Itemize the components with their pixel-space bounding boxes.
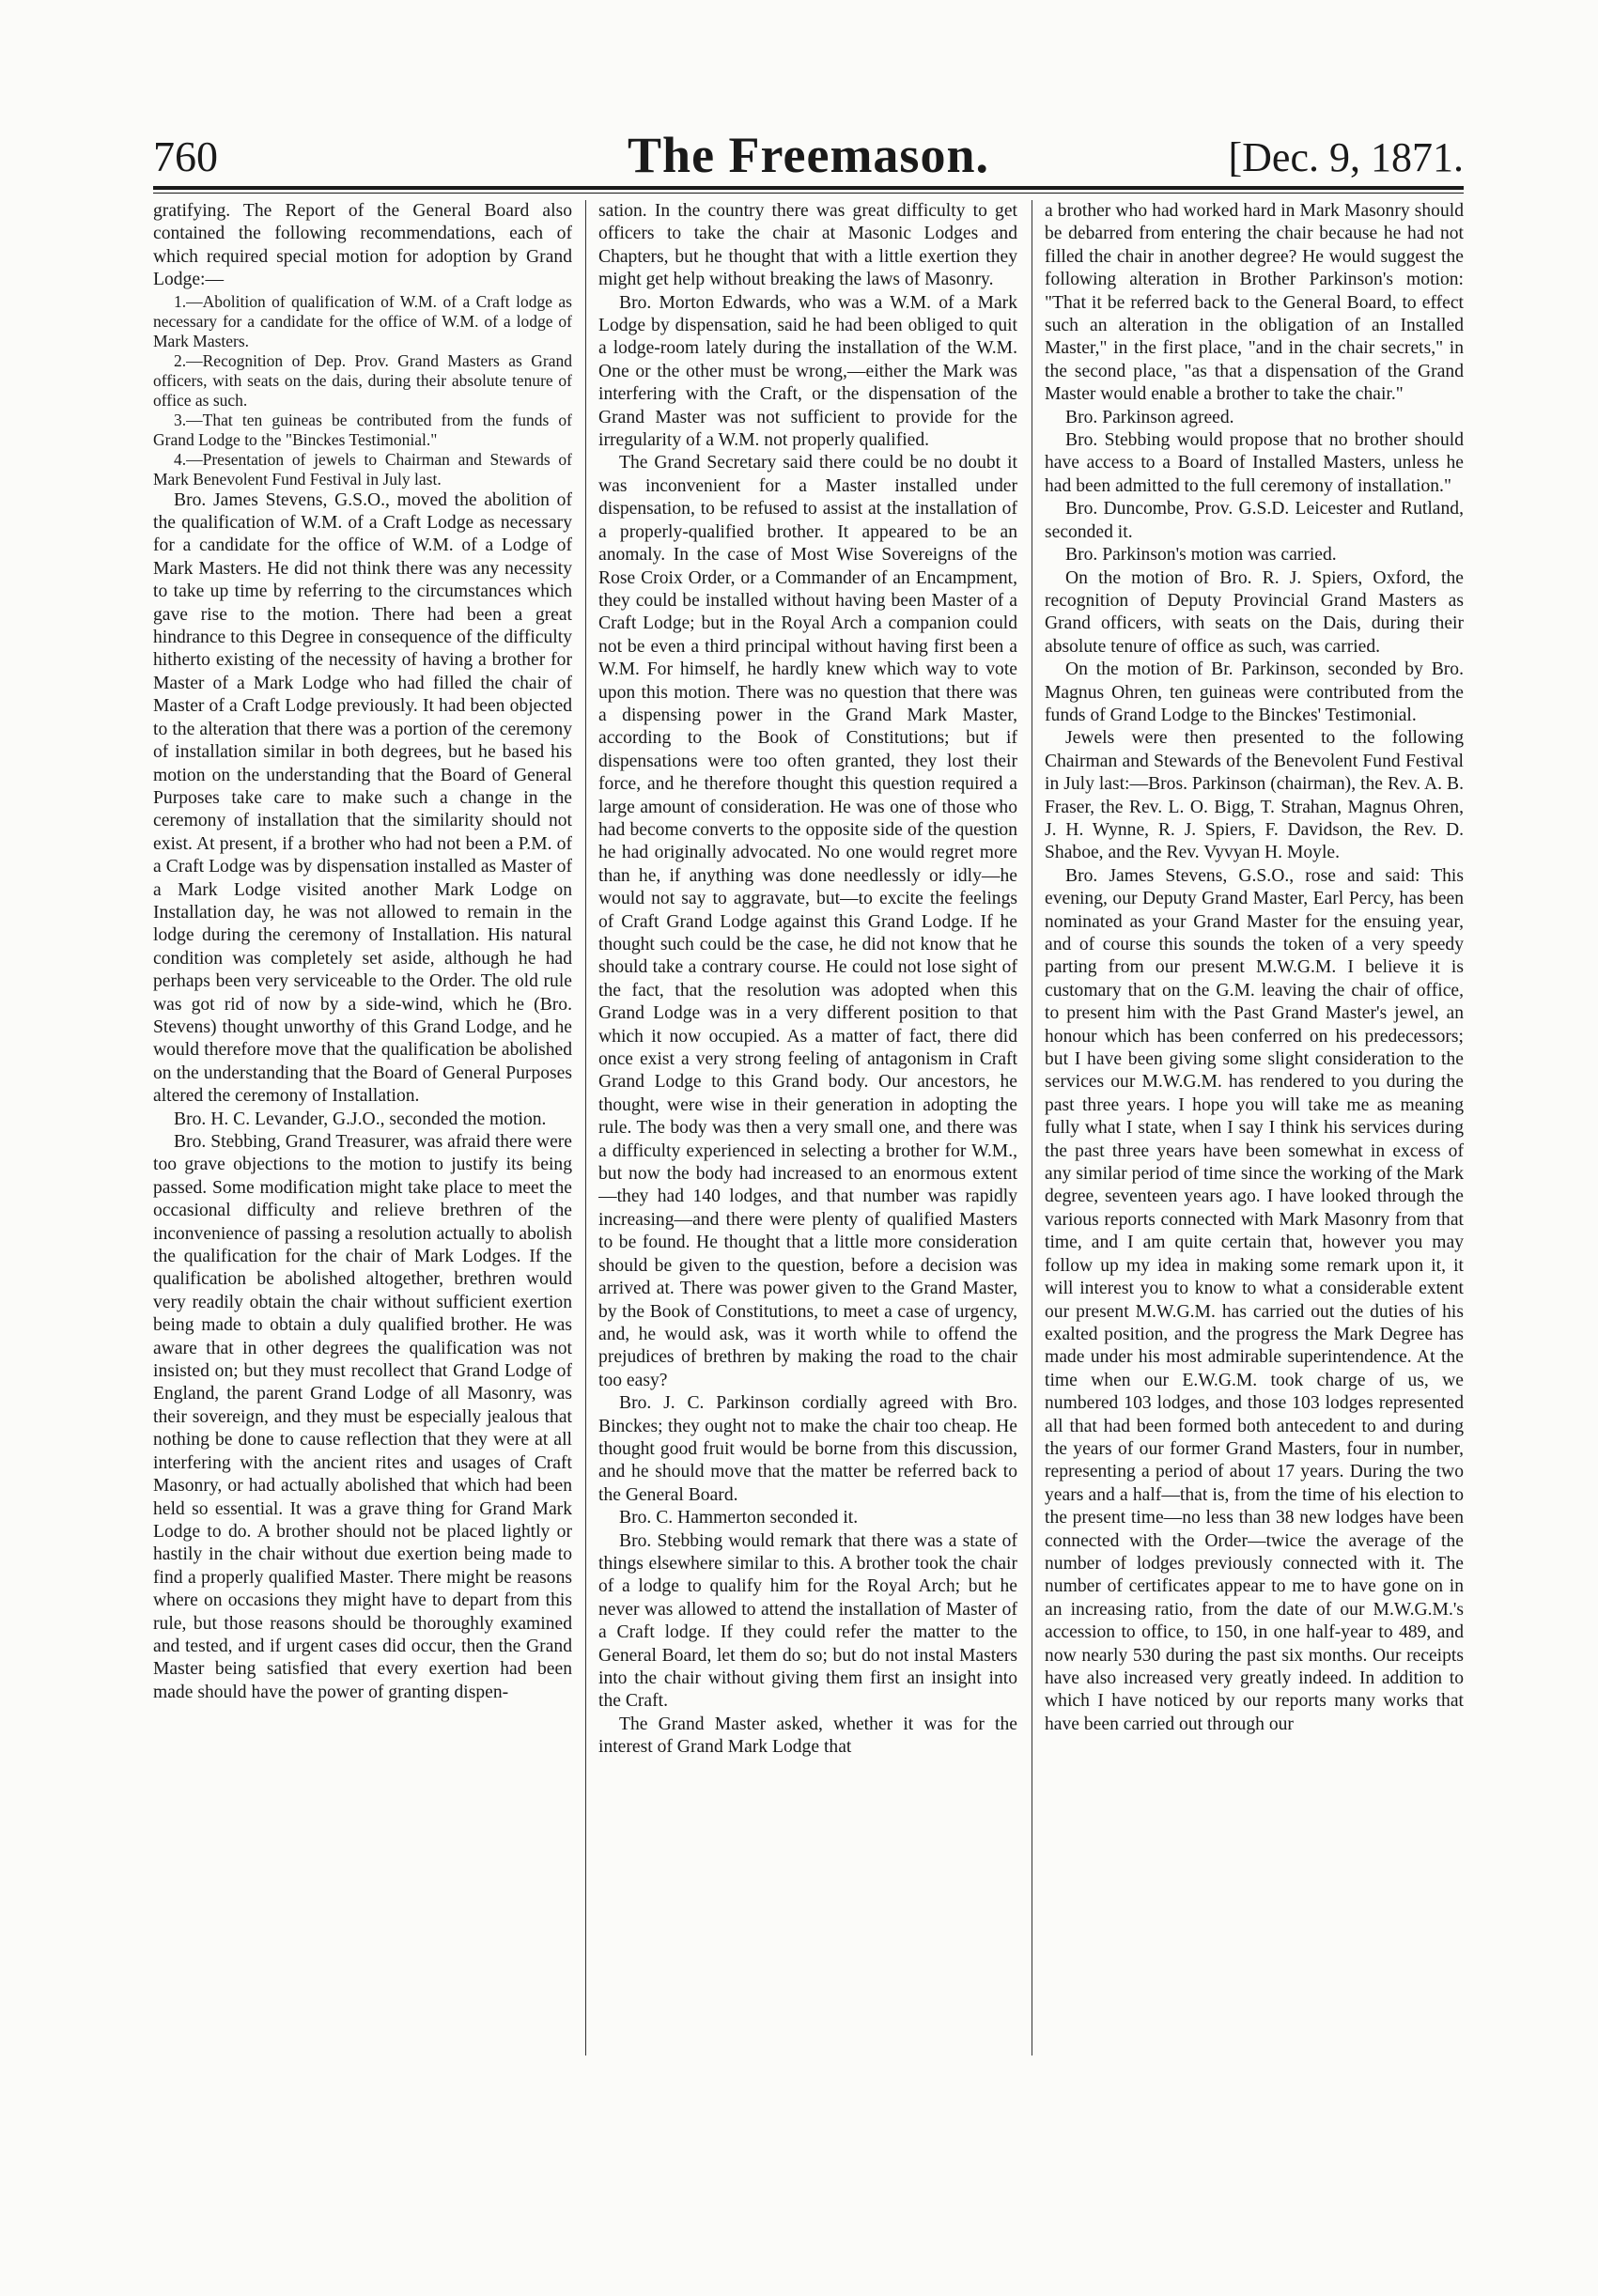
paragraph: Bro. Morton Edwards, who was a W.M. of a Mark Lodge by dispensation, said he had been obliged to quit a lodge-room lately during the installation of the W.M. One or the other must be wrong,—either the Mark was interfering with the Craft, or the dispensation of the Grand Master was not sufficient to provide for the irregularity of a W.M. not properly qualified.: [598, 292, 1017, 451]
paragraph: On the motion of Br. Parkinson, seconded by Bro. Magnus Ohren, ten guineas were contributed from the funds of Grand Lodge to the Binckes' Testimonial.: [1045, 659, 1464, 725]
paragraph: On the motion of Bro. R. J. Spiers, Oxford, the recognition of Deputy Provincial Grand Masters as Grand officers, with seats on the Dais, during their absolute tenure of office as such, was carried.: [1045, 567, 1464, 657]
paragraph: Bro. Stebbing, Grand Treasurer, was afraid there were too grave objections to the motion to justify its being passed. Some modification might take place to meet the occasional difficulty and relieve brethren of the inconvenience of passing a resolution actually to abolish the qualification for the chair of Mark Lodges. If the qualification be abolished altogether, brethren would very readily obtain the chair without sufficient exertion being made to obtain a duly qualified brother. He was aware that in other degrees the qualification was not insisted on; but they must recollect that Grand Lodge of England, the parent Grand Lodge of all Masonry, was their sovereign, and they must be especially jealous that nothing be done to cause reflection that they were at all interfering with the ancient rites and usages of Craft Masonry, or had actually abolished that which had been held so essential. It was a grave thing for Grand Mark Lodge to do. A brother should not be placed lightly or hastily in the chair without due exertion being made to find a properly qualified Master. There might be reasons where on occasions they might have to depart from this rule, but those reasons should be thoroughly examined and tested, and if urgent cases did occur, then the Grand Master being satisfied that every exertion had been made should have the power of granting dispen-: [153, 1132, 572, 1702]
paragraph: Jewels were then presented to the following Chairman and Stewards of the Benevolent Fund Festival in July last:—Bros. Parkinson (chairman), the Rev. A. B. Fraser, the Rev. L. O. Bigg, T. Strahan, Magnus Ohren, J. H. Wynne, R. J. Spiers, F. Davidson, the Rev. D. Shaboe, and the Rev. Vyvyan H. Moyle.: [1045, 728, 1464, 863]
paragraph: The Grand Master asked, whether it was for the interest of Grand Mark Lodge that: [598, 1714, 1017, 1758]
paragraph: Bro. J. C. Parkinson cordially agreed with Bro. Binckes; they ought not to make the chair too cheap. He thought good fruit would be borne from this discussion, and he should move that the matter be referred back to the General Board.: [598, 1393, 1017, 1505]
recommendation-item: 1.—Abolition of qualification of W.M. of a Craft lodge as necessary for a candidate for the office of W.M. of a lodge of Mark Masters.: [153, 291, 572, 350]
paragraph: a brother who had worked hard in Mark Masonry should be debarred from entering the chair because he had not filled the chair in another degree? He would suggest the following alteration in Brother Parkinson's motion: "That it be referred back to the General Board, to effect such an alteration in the obligation of an Installed Master," in the first place, "and in the chair secrets," in the second place, "as that a dispensation of the Grand Master would enable a brother to take the chair.": [1045, 201, 1464, 405]
header-rule-thin: [153, 193, 1464, 194]
recommendation-item: 3.—That ten guineas be contributed from the funds of Grand Lodge to the "Binckes Testimonial.": [153, 410, 572, 449]
issue-date: [Dec. 9, 1871.: [1228, 134, 1464, 180]
paragraph: The Grand Secretary said there could be no doubt it was inconvenient for a Master installed under dispensation, to be refused to assist at the installation of a properly-qualified brother. It appeared to be an anomaly. In the case of Most Wise Sovereigns of the Rose Croix Order, or a Commander of an Encampment, they could be installed without having been Master of a Craft Lodge; but in the Royal Arch a companion could not be even a third principal without having first been a W.M. For himself, he hardly knew which way to vote upon this motion. There was no question that there was a dispensing power in the Grand Mark Master, according to the Book of Constitutions; but if dispensations were too often granted, they lost their force, and he therefore thought this question required a large amount of consideration. He was one of those who had become converts to the opposite side of the question he had originally advocated. No one would regret more than he, if anything was done needlessly or idly—he would not say to aggravate, but—to excite the feelings of Craft Grand Lodge against this Grand Lodge. If he thought such could be the case, he did not know that he should take a contrary course. He could not lose sight of the fact, that the resolution was adopted when this Grand Lodge was in a very different position to that which it now occupied. As a matter of fact, there did once exist a very strong feeling of antagonism in Craft Grand Lodge to this Grand body. Our ancestors, he thought, were wise in their generation in adopting the rule. The body was then a very small one, and there was a difficulty experienced in selecting a brother for W.M., but now the body had increased to an enormous extent—they had 140 lodges, and that number was rapidly increasing—and there were plenty of qualified Masters to be found. He thought that a little more consideration should be given to the question, before a decision was arrived at. There was power given to the Grand Master, by the Book of Constitutions, to meet a case of urgency, and, he would ask, was it worth while to offend the prejudices of brethren by making the road to the chair too easy?: [598, 453, 1017, 1390]
paragraph: sation. In the country there was great difficulty to get officers to take the chair at Masonic Lodges and Chapters, but he thought that with a little exertion they might get help without breaking the laws of Masonry.: [598, 201, 1017, 290]
column-3: [1045, 200, 1464, 2098]
paragraph: Bro. Parkinson's motion was carried.: [1065, 545, 1337, 566]
header-rule-thick: [153, 186, 1464, 190]
column-1: [153, 200, 572, 2098]
paragraph: Bro. Stebbing would remark that there was a state of things elsewhere similar to this. A brother took the chair of a lodge to qualify him for the Royal Arch; but he never was allowed to attend the installation of Master of a Craft lodge. If they could refer the matter to the General Board, let them do so; but do not instal Masters into the chair without giving them first an insight into the Craft.: [598, 1530, 1017, 1712]
paragraph: Bro. James Stevens, G.S.O., moved the abolition of the qualification of W.M. of a Craft Lodge as necessary for a candidate for the office of W.M. of a Lodge of Mark Masters. He did not think there was any necessity to take up time by referring to the circumstances which gave rise to the motion. There had been a great hindrance to this Degree in consequence of the difficulty hitherto existing of the necessity of having a brother for Master of a Mark Lodge who had filled the chair of Master of a Craft Lodge previously. It had been objected to the alteration that there was a portion of the ceremony of installation similar in both degrees, but he based his motion on the understanding that the Board of General Purposes take care to make such a change in the ceremony of installation that the similarity should not exist. At present, if a brother who had not been a P.M. of a Craft Lodge was by dispensation installed as Master of a Mark Lodge visited another Mark Lodge on Installation day, he was not allowed to remain in the lodge during the ceremony of Installation. His natural condition was completely set aside, although he had perhaps been very serviceable to the Order. The old rule was got rid of now by a side-wind, which he (Bro. Stevens) thought unworthy of this Grand Lodge, and he would therefore move that the qualification be abolished on the understanding that the Board of General Purposes altered the ceremony of Installation.: [153, 489, 572, 1107]
paragraph: Bro. H. C. Levander, G.J.O., seconded the motion.: [174, 1109, 547, 1129]
article-columns: [153, 200, 1464, 2098]
column-divider: [585, 200, 586, 2056]
paragraph: Bro. Stebbing would propose that no brother should have access to a Board of Installed Masters, unless he had been admitted to the full ceremony of installation.": [1045, 430, 1464, 496]
recommendation-item: 2.—Recognition of Dep. Prov. Grand Masters as Grand officers, with seats on the dais, during their absolute tenure of office as such.: [153, 350, 572, 410]
paragraph: gratifying. The Report of the General Board also contained the following recommendations, each of which required special motion for adoption by Grand Lodge:—: [153, 201, 572, 290]
paragraph: Bro. James Stevens, G.S.O., rose and said: This evening, our Deputy Grand Master, Earl Percy, has been nominated as your Grand Master for the ensuing year, and of course this sounds the token of a very speedy parting from our present M.W.G.M. I believe it is customary that on the G.M. leaving the chair of office, to present him with the Past Grand Master's jewel, an honour which has been conferred on his predecessors; but I have been giving some slight consideration to the services our M.W.G.M. has rendered to you during the past three years. I hope you will take me as meaning fully what I state, when I say I think his services during the past three years have been somewhat in excess of any similar period of time since the working of the Mark degree, seventeen years ago. I have looked through the various reports connected with Mark Masonry from that time, and I am quite certain that, however you may follow up my idea in making some remark upon it, it will interest you to know to what a considerable extent our present M.W.G.M. has carried out the duties of his exalted position, and the progress the Mark Degree has made under his most admirable superintendence. At the time when our E.W.G.M. took charge of us, we numbered 103 lodges, and those 103 lodges represented all that had been formed both antecedent to and during the years of our former Grand Masters, four in number, representing a period of about 17 years. During the two years and a half—that is, from the time of his election to the present time—no less than 38 new lodges have been connected with the Order—twice the average of the number of lodges previously connected with it. The number of certificates appear to me to have gone on in an increasing ratio, from the date of our M.W.G.M.'s accession to office, to 150, in one half-year to 489, and now nearly 530 during the past six months. Our receipts have also increased very greatly indeed. In addition to which I have noticed by our reports many works that have been carried out through our: [1045, 865, 1464, 1734]
paragraph: Bro. Duncombe, Prov. G.S.D. Leicester and Rutland, seconded it.: [1045, 499, 1464, 542]
recommendation-item: 4.—Presentation of jewels to Chairman and Stewards of Mark Benevolent Fund Festival in July last.: [153, 449, 572, 489]
paragraph: Bro. Parkinson agreed.: [1065, 407, 1234, 427]
column-2: [598, 200, 1017, 2098]
masthead-title: The Freemason.: [628, 127, 989, 183]
paragraph: Bro. C. Hammerton seconded it.: [619, 1508, 859, 1528]
page-number: 760: [153, 132, 218, 180]
